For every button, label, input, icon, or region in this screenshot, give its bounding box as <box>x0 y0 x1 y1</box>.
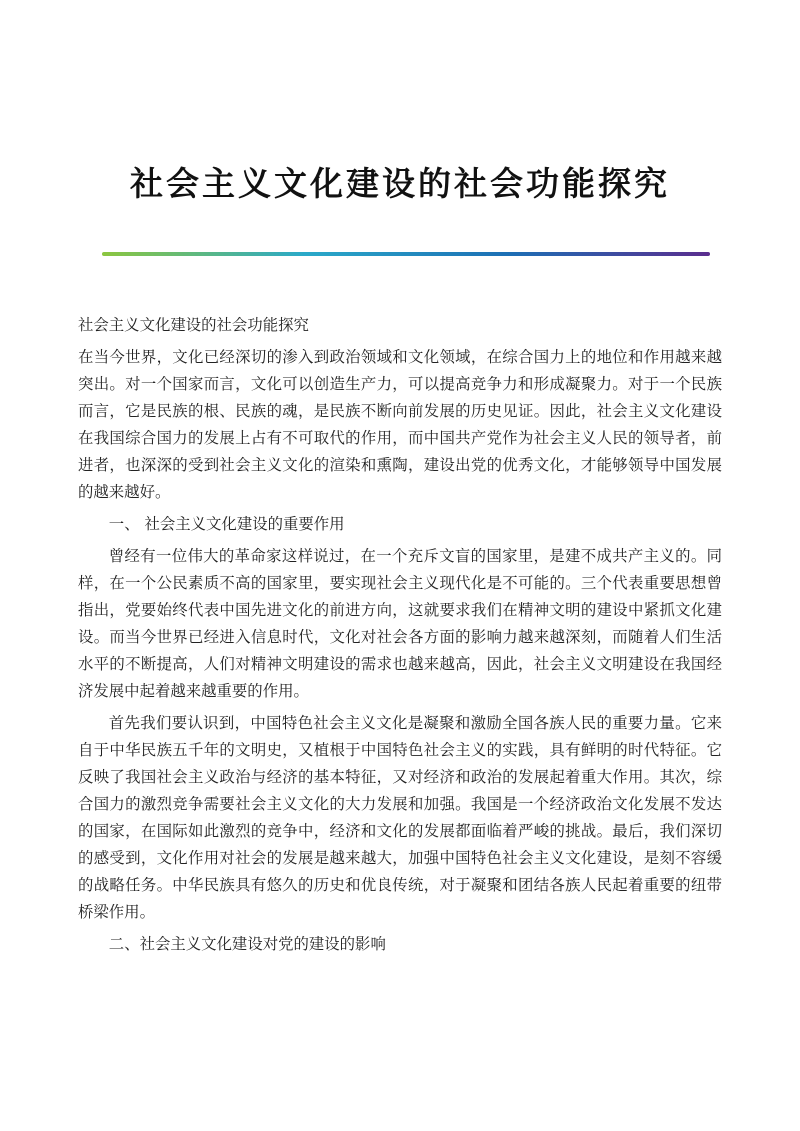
body-paragraph: 曾经有一位伟大的革命家这样说过，在一个充斥文盲的国家里，是建不成共产主义的。同样，在一个公民素质不高的国家里，要实现社会主义现代化是不可能的。三个代表重要思想曾指出，党要始终代表中国先进文化的前进方向，这就要求我们在精神文明的建设中紧抓文化建设。而当今世界已经进入信息时代，文化对社会各方面的影响力越来越深刻，而随着人们生活水平的不断提高，人们对精神文明建设的需求也越来越高，因此，社会主义文明建设在我国经济发展中起着越来越重要的作用。 <box>78 547 722 700</box>
document-title: 社会主义文化建设的社会功能探究 <box>130 164 670 203</box>
intro-paragraph: 在当今世界，文化已经深切的渗入到政治领域和文化领域，在综合国力上的地位和作用越来越突出。对一个国家而言，文化可以创造生产力，可以提高竞争力和形成凝聚力。对于一个民族而言，它是民族的根、民族的魂，是民族不断向前发展的历史见证。因此，社会主义文化建设在我国综合国力的发展上占有不可取代的作用，而中国共产党作为社会主义人民的领导者，前进者，也深深的受到社会主义文化的渲染和熏陶，建设出党的优秀文化，才能够领导中国发展的越来越好。 <box>78 348 722 501</box>
title-divider <box>102 252 710 256</box>
document-body <box>78 312 722 963</box>
section-heading-1: 一、 社会主义文化建设的重要作用 <box>108 515 345 533</box>
document-subtitle: 社会主义文化建设的社会功能探究 <box>78 316 309 334</box>
body-paragraph: 首先我们要认识到，中国特色社会主义文化是凝聚和激励全国各族人民的重要力量。它来自于中华民族五千年的文明史，又植根于中国特色社会主义的实践，具有鲜明的时代特征。它反映了我国社会主义政治与经济的基本特征，又对经济和政治的发展起着重大作用。其次，综合国力的激烈竞争需要社会主义文化的大力发展和加强。我国是一个经济政治文化发展不发达的国家，在国际如此激烈的竞争中，经济和文化的发展都面临着严峻的挑战。最后，我们深切的感受到，文化作用对社会的发展是越来越大，加强中国特色社会主义文化建设，是刻不容缓的战略任务。中华民族具有悠久的历史和优良传统，对于凝聚和团结各族人民起着重要的纽带桥梁作用。 <box>78 714 722 921</box>
section-heading-2: 二、社会主义文化建设对党的建设的影响 <box>108 935 386 953</box>
